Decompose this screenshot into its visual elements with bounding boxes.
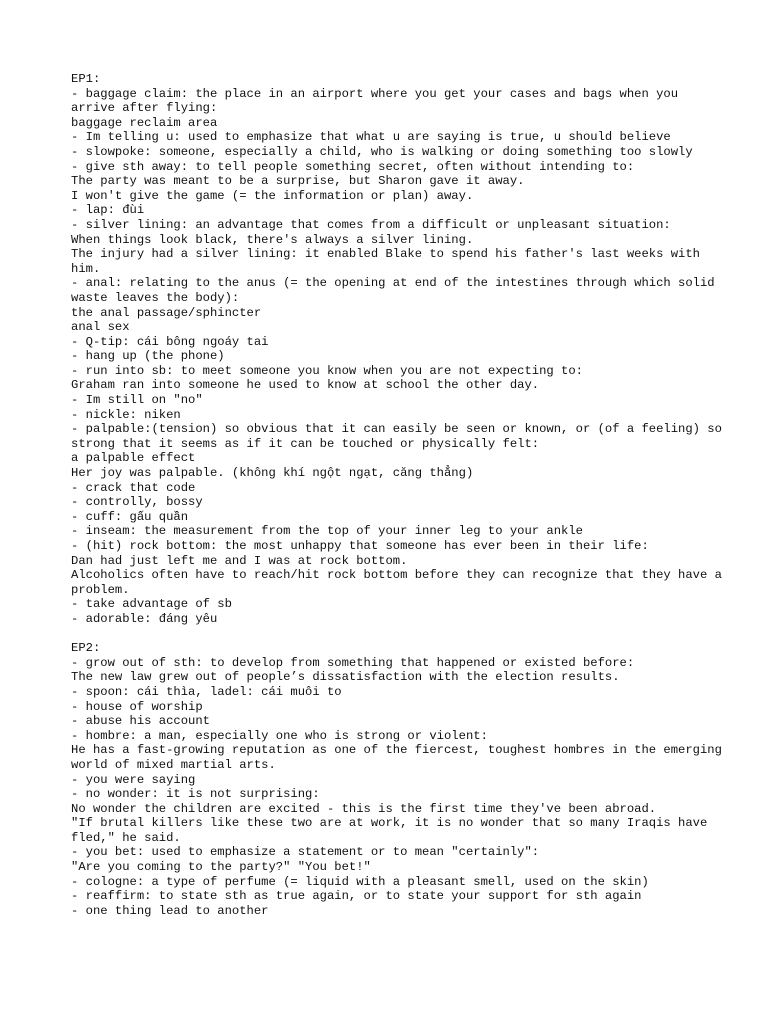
text-line: - spoon: cái thìa, ladel: cái muôi to <box>71 684 342 699</box>
text-line: - adorable: đáng yêu <box>71 611 218 626</box>
text-line: - abuse his account <box>71 714 210 729</box>
text-line: - cologne: a type of perfume (= liquid with a pleasant smell, used on the skin) <box>71 874 649 889</box>
text-line: - controlly, bossy <box>71 495 203 510</box>
text-line: The party was meant to be a surprise, but Sharon gave it away. <box>71 174 525 189</box>
text-line: The new law grew out of people’s dissatisfaction with the election results. <box>71 670 620 685</box>
section-heading: EP1: <box>71 72 101 86</box>
text-line: the anal passage/sphincter <box>71 305 262 320</box>
text-line: - palpable:(tension) so obvious that it can easily be seen or known, or (of a feeling) so strong that it seems as if it can be touched or physically felt: <box>71 422 730 451</box>
text-line: - one thing lead to another <box>71 903 269 918</box>
text-line: - (hit) rock bottom: the most unhappy that someone has ever been in their life: <box>71 539 649 553</box>
text-line: - hang up (the phone) <box>71 349 225 364</box>
text-line: He has a fast-growing reputation as one of the fiercest, toughest hombres in the emerging world of mixed martial arts. <box>71 743 730 772</box>
text-line: Dan had just left me and I was at rock bottom. <box>71 553 408 568</box>
text-line: - give sth away: to tell people something secret, often without intending to: <box>71 159 635 174</box>
section-ep2 <box>71 641 728 918</box>
text-line: - you bet: used to emphasize a statement or to mean "certainly": <box>71 845 540 860</box>
text-line: - house of worship <box>71 699 203 714</box>
text-line: - cuff: gấu quần <box>71 509 189 524</box>
text-line: - run into sb: to meet someone you know when you are not expecting to: <box>71 363 583 378</box>
text-line: Her joy was palpable. (không khí ngột ngạt, căng thẳng) <box>71 466 474 481</box>
text-line: - hombre: a man, especially one who is strong or violent: <box>71 728 488 743</box>
text-line: - lap: đùi <box>71 203 145 218</box>
section-gap <box>71 627 728 642</box>
text-line: When things look black, there's always a silver lining. <box>71 232 474 247</box>
text-line: baggage reclaim area <box>71 115 218 130</box>
text-line: "If brutal killers like these two are at work, it is no wonder that so many Iraqis have fled," he said. <box>71 816 715 845</box>
text-line: "Are you coming to the party?" "You bet!" <box>71 860 371 875</box>
text-line: Alcoholics often have to reach/hit rock bottom before they can recognize that they have a problem. <box>71 568 730 597</box>
text-line: - baggage claim: the place in an airport where you get your cases and bags when you arrive after flying: <box>71 86 686 116</box>
section-ep1 <box>71 72 728 627</box>
text-line: - silver lining: an advantage that comes from a difficult or unpleasant situation: <box>71 217 671 232</box>
text-line: - Im still on "no" <box>71 393 203 408</box>
text-line: - Im telling u: used to emphasize that what u are saying is true, u should believe <box>71 130 671 145</box>
text-line: - anal: relating to the anus (= the opening at end of the intestines through which solid waste leaves the body): <box>71 276 722 305</box>
text-line: anal sex <box>71 320 130 335</box>
text-line: The injury had a silver lining: it enabled Blake to spend his father's last weeks with him. <box>71 247 708 276</box>
text-line: - you were saying <box>71 772 196 787</box>
text-line: - crack that code <box>71 480 196 495</box>
text-line: I won't give the game (= the information or plan) away. <box>71 188 474 203</box>
text-line: - reaffirm: to state sth as true again, or to state your support for sth again <box>71 889 642 904</box>
text-line: Graham ran into someone he used to know at school the other day. <box>71 378 540 393</box>
text-line: - take advantage of sb <box>71 597 232 612</box>
text-line: a palpable effect <box>71 451 196 466</box>
text-line: No wonder the children are excited - this is the first time they've been abroad. <box>71 801 657 816</box>
text-line: - nickle: niken <box>71 407 181 422</box>
section-heading: EP2: <box>71 641 101 656</box>
text-line: - inseam: the measurement from the top of your inner leg to your ankle <box>71 524 583 539</box>
text-line: - slowpoke: someone, especially a child, who is walking or doing something too slowly <box>71 144 693 159</box>
text-line: - grow out of sth: to develop from something that happened or existed before: <box>71 655 635 670</box>
text-line: - no wonder: it is not surprising: <box>71 787 320 802</box>
text-line: - Q-tip: cái bông ngoáy tai <box>71 334 269 349</box>
